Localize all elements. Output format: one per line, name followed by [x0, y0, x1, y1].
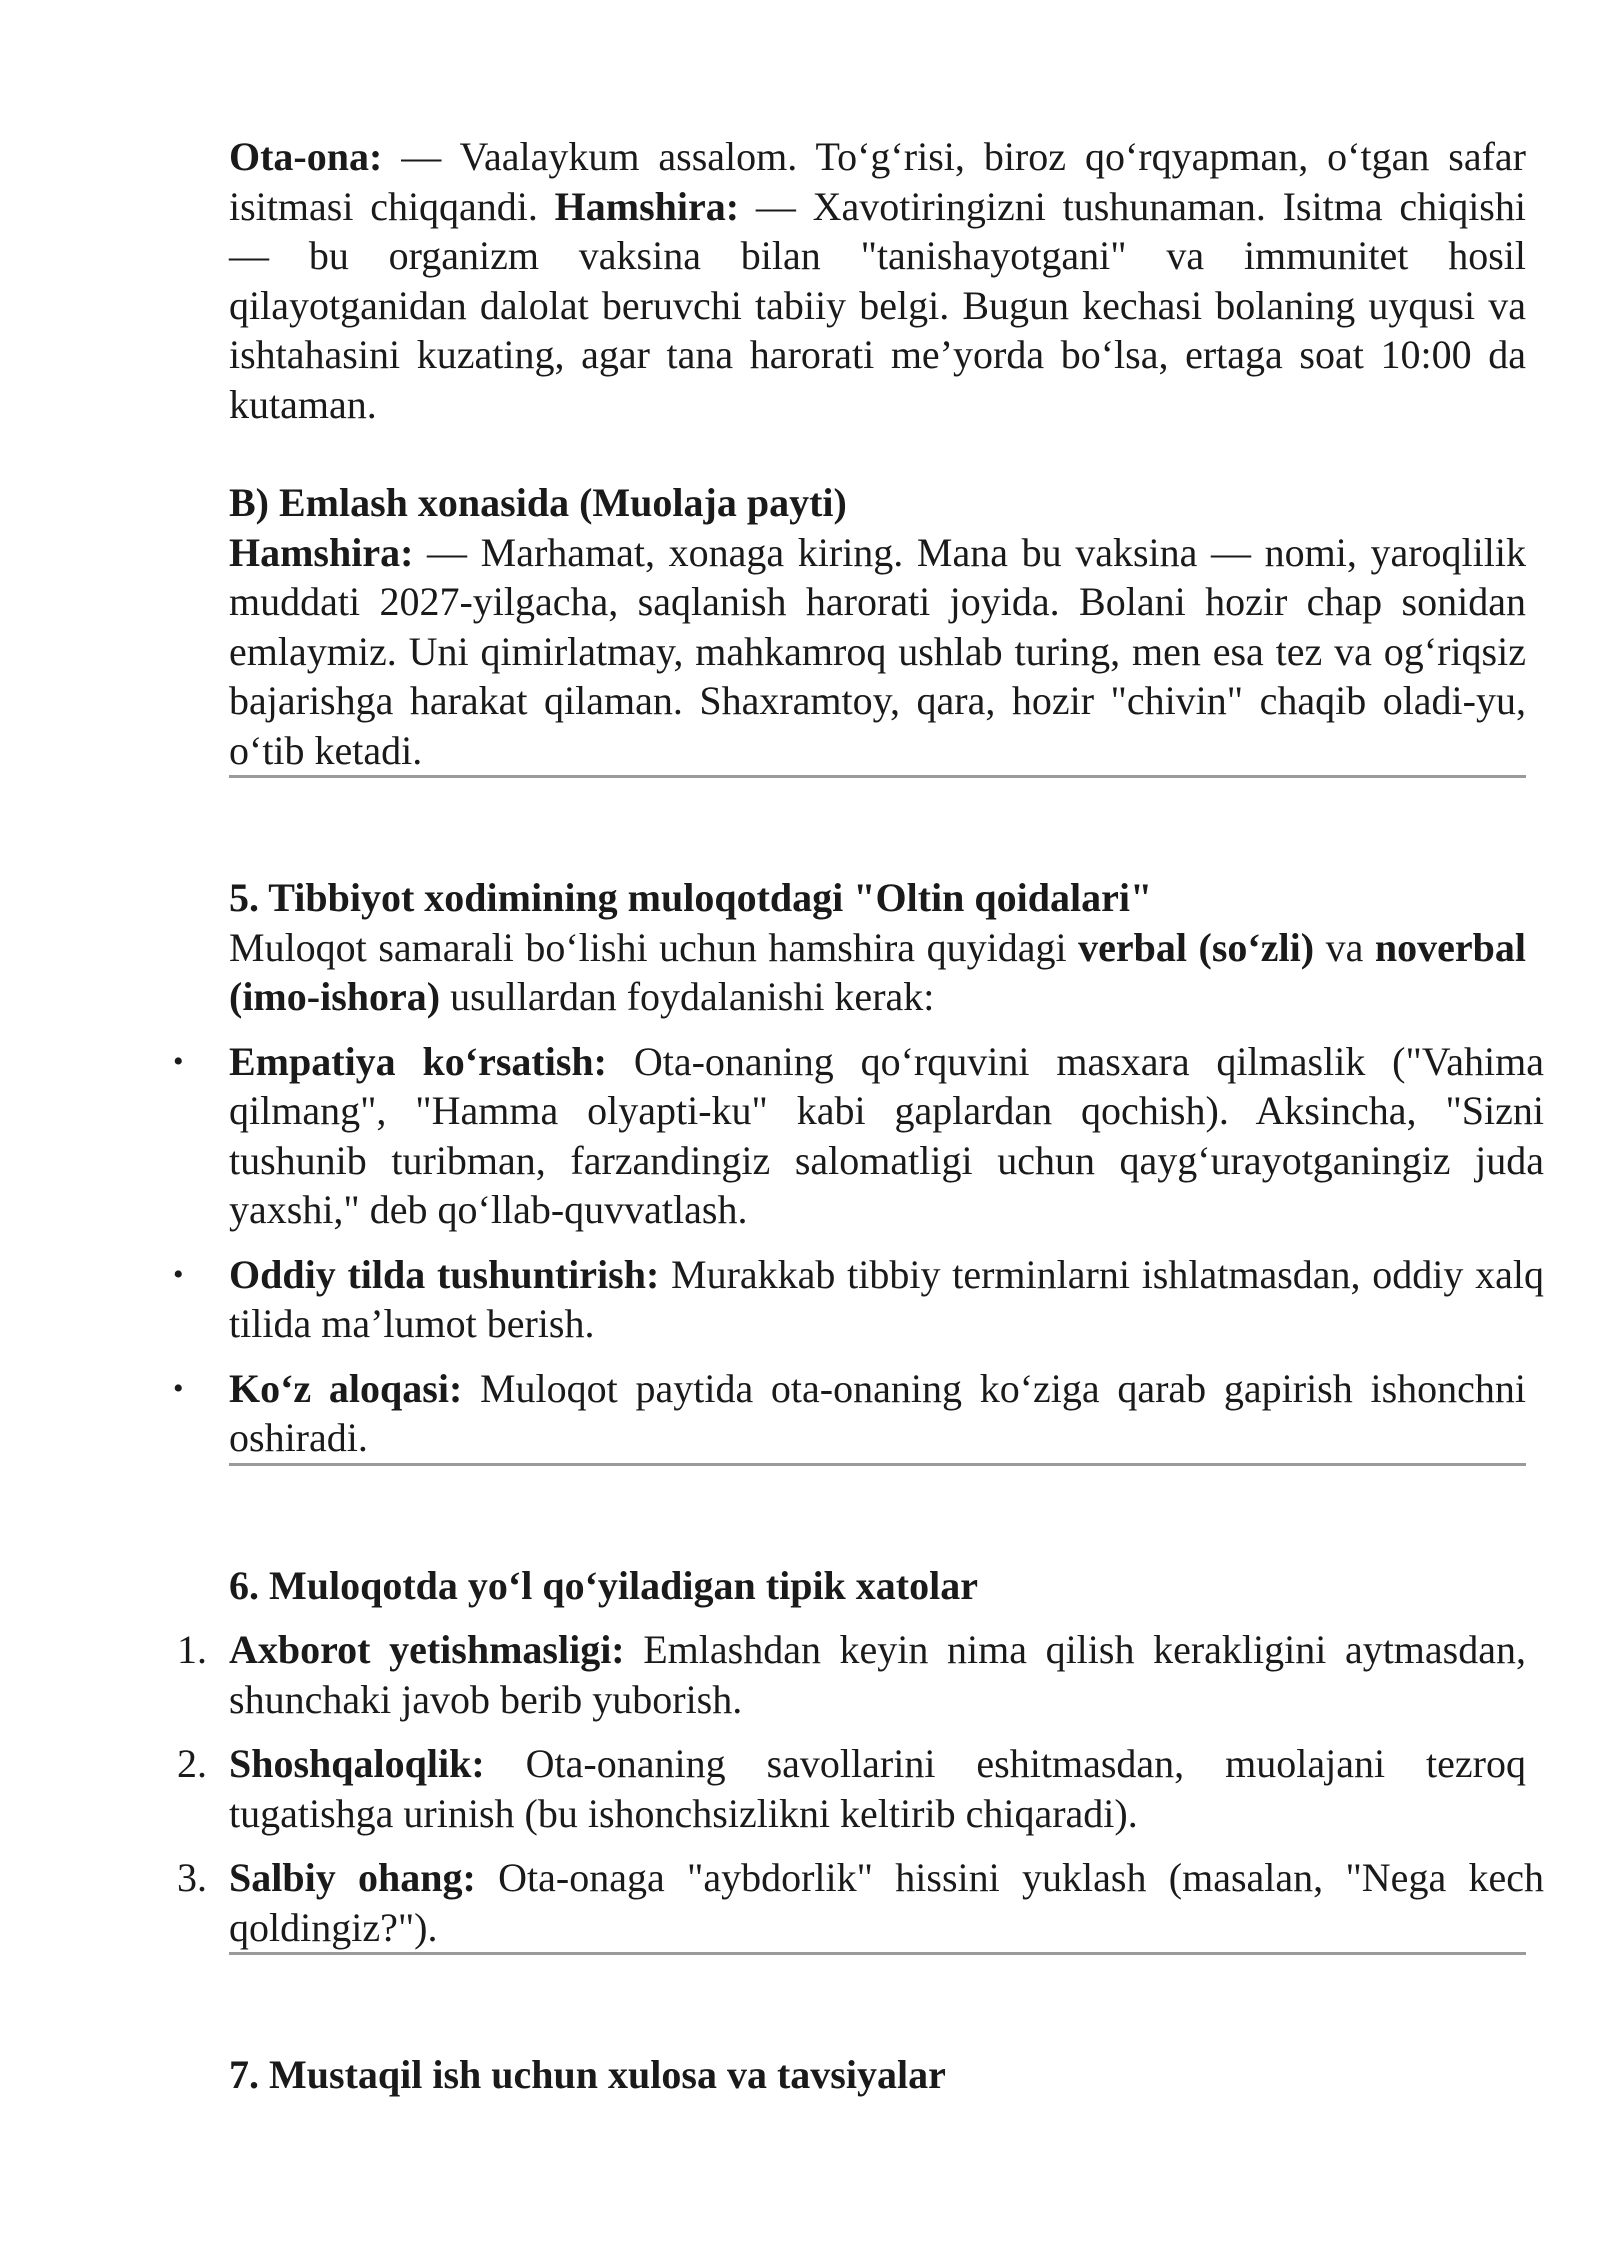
speaker-label: Ota-ona: [229, 134, 383, 179]
list-item [229, 1250, 1544, 1349]
item-term: Ko‘z aloqasi: [229, 1365, 463, 1411]
item-text: Ota-onaning savollarini eshitmasdan, muolajani tezroq tugatishga urinish (bu ishonchsizlikni keltirib chiqaradi). [229, 1741, 1526, 1836]
list-item [177, 1739, 1526, 1838]
dialogue-text: — Marhamat, xonaga kiring. Mana bu vaksina — nomi, yaroqlilik muddati 2027-yilgacha, saqlanish harorati joyida. Bolani hozir chap sonidan emlaymiz. Uni qimirlatmay, mahkamroq ushlab turing, men esa tez va og‘riqsiz bajarishga harakat qilaman. Shaxramtoy, qara, hozir "chivin" chaqib oladi-yu, o‘tib ketadi. [229, 529, 1526, 773]
item-text: Ota-onaga "aybdorlik" hissini yuklash (masalan, "Nega kech qoldingiz?"). [229, 1855, 1544, 1950]
item-number: 2. [177, 1741, 207, 1786]
item-term: Empatiya ko‘rsatish: [229, 1038, 607, 1084]
item-term: Oddiy tilda tushuntirish: [229, 1251, 660, 1297]
intro-term: noverbal (imo-ishora) [229, 924, 1526, 1019]
item-term: Salbiy ohang: [229, 1855, 476, 1900]
item-text: Muloqot paytida ota-onaning ko‘ziga qarab gapirish ishonchni oshiradi. [229, 1365, 1527, 1460]
item-text: Ota-onaning qo‘rquvini masxara qilmaslik ("Vahima qilmang", "Hamma olyapti-ku" kabi gaplardan qochish). Aksincha, "Sizni tushunib turibman, farzandingiz salomatligi uchun qayg‘urayotganingiz juda yaxshi," deb qo‘llab-quvvatlash. [229, 1038, 1544, 1232]
section-5-intro [229, 923, 1526, 1022]
document-page [177, 132, 1544, 2100]
list-item [177, 1625, 1526, 1724]
dialogue-text: — Xavotiringizni tushunaman. Isitma chiqishi — bu organizm vaksina bilan "tanishayotgani" va immunitet hosil qilayotganidan dalolat beruvchi tabiiy belgi. Bugun kechasi bolaning uyqusi va ishtahasini kuzating, agar tana harorati me’yorda bo‘lsa, ertaga soat 10:00 da kutaman. [229, 183, 1526, 427]
rules-bullet-list [229, 1037, 1544, 1463]
section-5-heading: 5. Tibbiyot xodimining muloqotdagi "Oltin qoidalari" [229, 875, 1153, 920]
item-number: 3. [177, 1855, 207, 1900]
speaker-label: Hamshira: [554, 183, 740, 229]
dialogue-paragraph-intro [229, 132, 1526, 429]
intro-term: verbal (so‘zli) [1078, 924, 1315, 970]
list-item [229, 1037, 1544, 1235]
intro-text: Muloqot samarali bo‘lishi uchun hamshira quyidagi [229, 924, 1079, 970]
list-item [229, 1364, 1526, 1463]
errors-numbered-list [177, 1625, 1544, 1952]
item-number: 1. [177, 1627, 207, 1672]
item-term: Axborot yetishmasligi: [229, 1627, 625, 1672]
item-text: Emlashdan keyin nima qilish kerakligini aytmasdan, shunchaki javob berib yuborish. [229, 1627, 1526, 1722]
intro-text: va [1314, 924, 1375, 970]
dialogue-text: — Vaalaykum assalom. To‘g‘risi, biroz qo‘rqyapman, o‘tgan safar isitmasi chiqqandi. [229, 134, 1526, 229]
section-b-heading: B) Emlash xonasida (Muolaja payti) [229, 480, 847, 525]
item-term: Shoshqaloqlik: [229, 1741, 485, 1786]
speaker-label: Hamshira: [229, 529, 414, 575]
item-text: Murakkab tibbiy terminlarni ishlatmasdan, oddiy xalq tilida ma’lumot berish. [229, 1251, 1544, 1346]
intro-text: usullardan foydalanishi kerak: [440, 974, 935, 1019]
list-item [177, 1853, 1544, 1952]
section-7-heading: 7. Mustaqil ish uchun xulosa va tavsiyalar [229, 2052, 946, 2097]
section-6-heading: 6. Muloqotda yo‘l qo‘yiladigan tipik xatolar [229, 1562, 978, 1608]
dialogue-paragraph-b [229, 528, 1526, 776]
